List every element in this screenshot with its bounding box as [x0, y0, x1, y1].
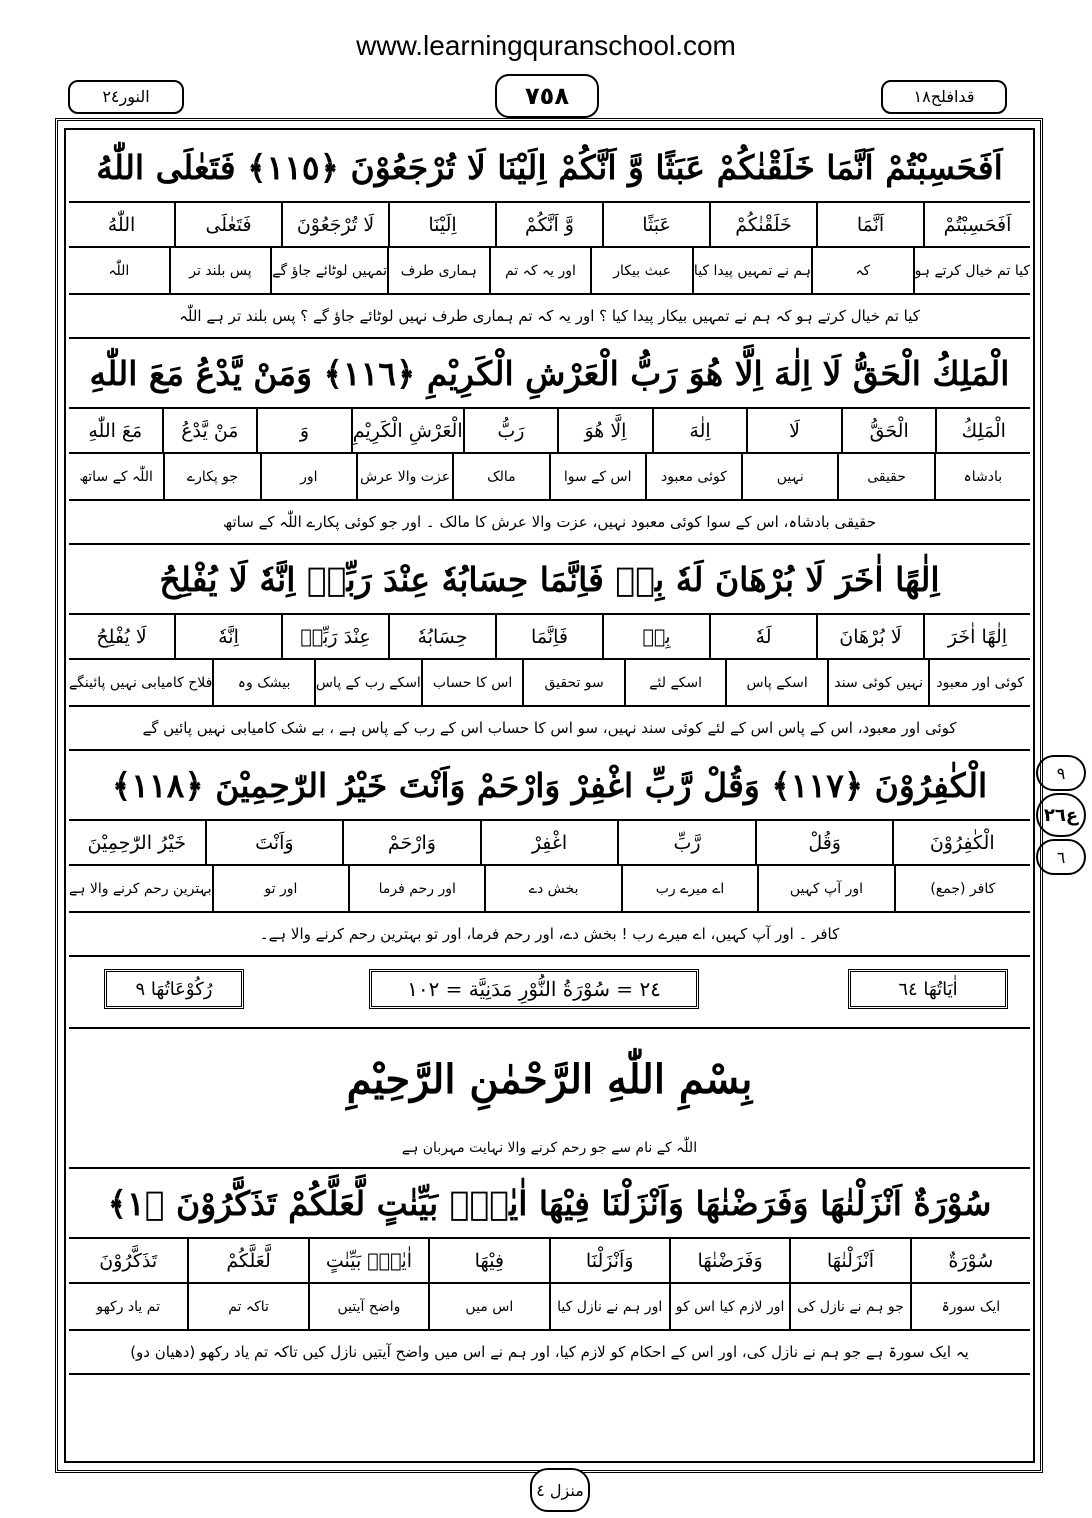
- meaning-cell: کافر (جمع): [894, 866, 1030, 911]
- word-cell: لَا تُرْجَعُوْنَ: [281, 203, 388, 246]
- manzil-marker: منزل ٤: [530, 1468, 590, 1512]
- word-cell: اَنْزَلْنٰهَا: [789, 1239, 909, 1282]
- page-content: [69, 133, 1030, 1375]
- word-cell: خَلَقْنٰكُمْ: [709, 203, 816, 246]
- ruku-side-marker: [1036, 755, 1086, 877]
- word-cell: اِلٰهًا اٰخَرَ: [923, 615, 1030, 658]
- ruku-marker-bottom: ٦: [1036, 839, 1086, 875]
- word-cell: لَا بُرْهَانَ: [816, 615, 923, 658]
- word-cell: عَبَثًا: [602, 203, 709, 246]
- word-cell: لَا يُفْلِحُ: [96, 625, 147, 648]
- meaning-cell: تاکہ تم: [187, 1284, 307, 1329]
- meaning-cell: اور یہ کہ تم: [489, 248, 591, 293]
- word-cell: فَتَعٰلَى: [174, 203, 281, 246]
- meaning-cell: اللّٰہ کے ساتھ: [79, 468, 153, 485]
- meaning-row: [69, 660, 1030, 707]
- meaning-cell: اس کے سوا: [549, 454, 645, 499]
- word-cell: وَفَرَضْنٰهَا: [669, 1239, 789, 1282]
- ayah-line: سُوْرَةٌ اَنْزَلْنٰهَا وَفَرَضْنٰهَا وَاَنْزَلْنَا فِيْهَا اٰيٰتٍۭ بَيِّنٰتٍ لَّعَلَّكُمْ تَذَكَّرُوْنَ ﴿١﴾: [69, 1169, 1030, 1239]
- meaning-cell: اسکے لئے: [624, 660, 726, 705]
- meaning-cell: کوئی اور معبود: [928, 660, 1030, 705]
- meaning-cell: اسکے رب کے پاس: [314, 660, 421, 705]
- meaning-cell: پس بلند تر: [169, 248, 271, 293]
- ayah-line: اِلٰهًا اٰخَرَ لَا بُرْهَانَ لَهٗ بِهٖ فَاِنَّمَا حِسَابُهٗ عِنْدَ رَبِّهٖ اِنَّهٗ لَا يُفْلِحُ: [69, 545, 1030, 615]
- word-cell: اٰيٰتٍۭ بَيِّنٰتٍ: [308, 1239, 428, 1282]
- word-row: [69, 821, 1030, 866]
- word-cell: اللّٰهُ: [107, 213, 136, 236]
- word-cell: اِنَّهٗ: [174, 615, 281, 658]
- ayat-count-ornament: اٰيَاتُهَا ٦٤: [848, 969, 1008, 1009]
- word-cell: رَبُّ: [463, 409, 558, 452]
- word-cell: اَفَحَسِبْتُمْ: [923, 203, 1030, 246]
- meaning-cell: جو پکارے: [163, 454, 259, 499]
- word-cell: الْحَقُّ: [841, 409, 936, 452]
- meaning-cell: نہیں کوئی سند: [827, 660, 929, 705]
- meaning-cell: بادشاہ: [934, 454, 1030, 499]
- meaning-cell: اور ہم نے نازل کیا: [549, 1284, 669, 1329]
- surah-header: [69, 957, 1030, 1029]
- meaning-cell: ایک سورۃ: [910, 1284, 1030, 1329]
- meaning-cell: عبث بیکار: [590, 248, 692, 293]
- word-cell: مَعَ اللّٰهِ: [88, 419, 143, 442]
- meaning-row: [69, 1284, 1030, 1331]
- word-cell: وَقُلْ: [755, 821, 893, 864]
- meaning-cell: کہ: [811, 248, 913, 293]
- meaning-cell: کیا تم خیال کرتے ہو: [913, 248, 1030, 293]
- juz-name-label: قدافلح١٨: [881, 80, 1007, 114]
- translation-line: یہ ایک سورۃ ہے جو ہم نے نازل کی، اور اس کے احکام کو لازم کیا، اور ہم نے اس میں واضح آیتیں نازل کیں تاکہ تم یاد رکھو (دھیان دو): [69, 1331, 1030, 1375]
- meaning-cell: بہترین رحم کرنے والا ہے: [68, 880, 212, 897]
- meaning-row: [69, 248, 1030, 295]
- ruku-count-ornament: رُكُوْعَاتُهَا ٩: [104, 969, 244, 1009]
- meaning-row: [69, 866, 1030, 913]
- word-cell: خَيْرُ الرّٰحِمِيْنَ: [87, 831, 186, 854]
- word-row: [69, 409, 1030, 454]
- word-cell: اغْفِرْ: [480, 821, 618, 864]
- meaning-cell: اے میرے رب: [621, 866, 757, 911]
- surah-title-ornament: ٢٤ = سُوْرَةُ النُّوْرِ مَدَنِيَّة = ١٠٢: [369, 969, 699, 1009]
- meaning-cell: ہم نے تمہیں پیدا کیا: [692, 248, 811, 293]
- ayah-line: الْكٰفِرُوْنَ ﴿١١٧﴾ وَقُلْ رَّبِّ اغْفِرْ وَارْحَمْ وَاَنْتَ خَيْرُ الرّٰحِمِيْنَ ﴿١١٨﴾: [69, 751, 1030, 821]
- translation-line: کافر ۔ اور آپ کہیں، اے میرے رب ! بخش دے، اور رحم فرما، اور تو بہترین رحم کرنے والا ہے۔: [69, 913, 1030, 957]
- meaning-cell: عزت والا عرش: [356, 454, 452, 499]
- meaning-cell: اللّٰہ: [108, 262, 130, 279]
- meaning-cell: اس میں: [428, 1284, 548, 1329]
- meaning-cell: نہیں: [741, 454, 837, 499]
- word-cell: فِيْهَا: [428, 1239, 548, 1282]
- meaning-cell: مالک: [452, 454, 548, 499]
- word-cell: فَاِنَّمَا: [495, 615, 602, 658]
- meaning-cell: اور آپ کہیں: [757, 866, 893, 911]
- meaning-cell: بیشک وہ: [212, 660, 314, 705]
- word-cell: وَاَنْتَ: [205, 821, 343, 864]
- word-cell: الْعَرْشِ الْكَرِيْمِ: [351, 409, 463, 452]
- word-row: [69, 615, 1030, 660]
- meaning-cell: حقیقی: [837, 454, 933, 499]
- word-cell: رَّبِّ: [617, 821, 755, 864]
- word-cell: وَاَنْزَلْنَا: [549, 1239, 669, 1282]
- meaning-row: [69, 454, 1030, 501]
- word-cell: سُوْرَةٌ: [910, 1239, 1030, 1282]
- word-cell: الْمَلِكُ: [935, 409, 1030, 452]
- word-row: [69, 1239, 1030, 1284]
- word-cell: وَارْحَمْ: [342, 821, 480, 864]
- bismillah: بِسْمِ اللّٰهِ الرَّحْمٰنِ الرَّحِيْمِ: [346, 1055, 753, 1103]
- meaning-cell: تمہیں لوٹائے جاؤ گے: [270, 248, 387, 293]
- word-cell: لَا: [746, 409, 841, 452]
- page-number: ٧٥٨: [495, 74, 599, 118]
- meaning-cell: واضح آیتیں: [308, 1284, 428, 1329]
- meaning-cell: اس کا حساب: [421, 660, 523, 705]
- meaning-cell: سو تحقیق: [522, 660, 624, 705]
- word-cell: اَنَّمَا: [816, 203, 923, 246]
- word-cell: لَّعَلَّكُمْ: [187, 1239, 307, 1282]
- word-cell: عِنْدَ رَبِّهٖ: [281, 615, 388, 658]
- ayah-line: اَفَحَسِبْتُمْ اَنَّمَا خَلَقْنٰكُمْ عَبَثًا وَّ اَنَّكُمْ اِلَيْنَا لَا تُرْجَعُوْنَ ﴿١١٥﴾ فَتَعٰلَى اللّٰهُ: [69, 133, 1030, 203]
- word-cell: لَهٗ: [709, 615, 816, 658]
- word-cell: الْكٰفِرُوْنَ: [892, 821, 1030, 864]
- ruku-marker-symbol: ع٢٦: [1036, 793, 1086, 837]
- ruku-marker-top: ٩: [1036, 755, 1086, 791]
- translation-line: حقیقی بادشاہ، اس کے سوا کوئی معبود نہیں، عزت والا عرش کا مالک ۔ اور جو کوئی پکارے اللّٰہ کے ساتھ: [69, 501, 1030, 545]
- ayah-line: الْمَلِكُ الْحَقُّ لَا اِلٰهَ اِلَّا هُوَ رَبُّ الْعَرْشِ الْكَرِيْمِ ﴿١١٦﴾ وَمَنْ يَّدْعُ مَعَ اللّٰهِ: [69, 339, 1030, 409]
- meaning-cell: فلاح کامیابی نہیں پائینگے: [68, 674, 213, 691]
- meaning-cell: ہماری طرف: [387, 248, 489, 293]
- surah-name-label: النور٢٤: [68, 80, 184, 114]
- word-cell: مَنْ يَّدْعُ: [162, 409, 257, 452]
- meaning-cell: اور لازم کیا اس کو: [669, 1284, 789, 1329]
- word-cell: وَ: [256, 409, 351, 452]
- word-cell: اِلٰهَ: [652, 409, 747, 452]
- meaning-cell: اور: [260, 454, 356, 499]
- meaning-cell: اور رحم فرما: [348, 866, 484, 911]
- meaning-cell: جو ہم نے نازل کی: [789, 1284, 909, 1329]
- meaning-cell: اسکے پاس: [725, 660, 827, 705]
- translation-line: کیا تم خیال کرتے ہو کہ ہم نے تمہیں بیکار پیدا کیا ؟ اور یہ کہ تم ہماری طرف نہیں لوٹائے جاؤ گے ؟ پس بلند تر ہے اللّٰہ: [69, 295, 1030, 339]
- word-cell: وَّ اَنَّكُمْ: [495, 203, 602, 246]
- meaning-cell: کوئی معبود: [645, 454, 741, 499]
- word-cell: حِسَابُهٗ: [388, 615, 495, 658]
- word-cell: اِلَّا هُوَ: [557, 409, 652, 452]
- word-cell: بِهٖ: [602, 615, 709, 658]
- bismillah-translation: اللّٰہ کے نام سے جو رحم کرنے والا نہایت مہربان ہے: [69, 1129, 1030, 1169]
- word-cell: اِلَيْنَا: [388, 203, 495, 246]
- word-row: [69, 203, 1030, 248]
- meaning-cell: اور تو: [212, 866, 348, 911]
- translation-line: کوئی اور معبود، اس کے پاس اس کے لئے کوئی سند نہیں، سو اس کا حساب اس کے رب کے پاس ہے ، بے شک کامیابی نہیں پائیں گے: [69, 707, 1030, 751]
- meaning-cell: تم یاد رکھو: [96, 1298, 160, 1315]
- word-cell: تَذَكَّرُوْنَ: [99, 1249, 158, 1272]
- meaning-cell: بخش دے: [484, 866, 620, 911]
- site-url[interactable]: www.learningquranschool.com: [356, 30, 736, 61]
